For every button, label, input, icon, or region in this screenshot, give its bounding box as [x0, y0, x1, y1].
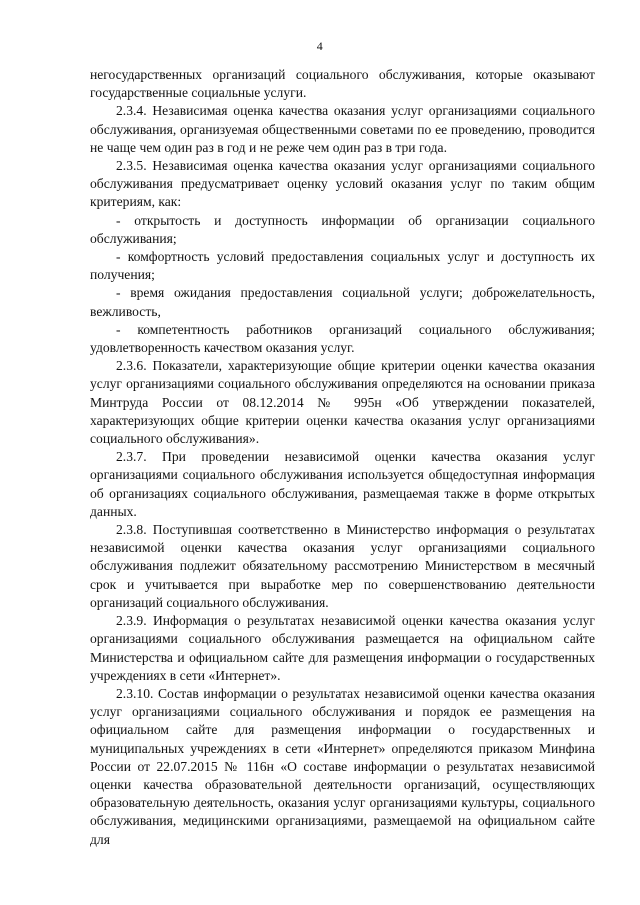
paragraph-2-3-4: 2.3.4. Независимая оценка качества оказания услуг организациями социального обслуживания, организуемая общественными советами по ее проведению, проводится не чаще чем один раз в год и не реже чем один раз в три года.: [90, 103, 595, 155]
paragraph-2-3-5: 2.3.5. Независимая оценка качества оказания услуг организациями социального обслуживания предусматривает оценку условий оказания услуг по таким общим критериям, как:: [90, 158, 595, 210]
criteria-item-waiting-time: - время ожидания предоставления социальной услуги; доброжелательность, вежливость,: [90, 285, 595, 319]
paragraph-2-3-7: 2.3.7. При проведении независимой оценки качества оказания услуг организациями социального обслуживания используется общедоступная информация об организациях социального обслуживания, размещаемая также в форме открытых данных.: [90, 449, 595, 519]
paragraph-2-3-9: 2.3.9. Информация о результатах независимой оценки качества оказания услуг организациями социального обслуживания размещается на официальном сайте Министерства и официальном сайте для размещения информации о государственных учреждениях в сети «Интернет».: [90, 613, 595, 683]
criteria-item-openness: - открытость и доступность информации об организации социального обслуживания;: [90, 212, 595, 246]
paragraph-2-3-6: 2.3.6. Показатели, характеризующие общие критерии оценки качества оказания услуг организациями социального обслуживания определяются на основании приказа Минтруда России от 08.12.2014 № 995н «Об утверждении показателей, характеризующих общие критерии оценки качества оказания услуг организациями социального обслуживания».: [90, 358, 595, 447]
paragraph-continuation: негосударственных организаций социального обслуживания, которые оказывают государственные социальные услуги.: [90, 67, 595, 101]
paragraph-2-3-8: 2.3.8. Поступившая соответственно в Министерство информация о результатах независимой оценки качества оказания услуг организациями социального обслуживания подлежит обязательному рассмотрению Министерством в месячный срок и учитывается при выработке мер по совершенствованию деятельности организаций социального обслуживания.: [90, 522, 595, 610]
criteria-item-comfort: - комфортность условий предоставления социальных услуг и доступность их получения;: [90, 249, 595, 283]
criteria-item-competence: - компетентность работников организаций социального обслуживания; удовлетворенность качеством оказания услуг.: [90, 321, 595, 356]
body-text: [90, 66, 595, 849]
paragraph-2-3-10: 2.3.10. Состав информации о результатах независимой оценки качества оказания услуг организациями социального обслуживания и порядок ее размещения на официальном сайте для размещения информации о государственных и муниципальных учреждениях в сети «Интернет» определяются приказом Минфина России от 22.07.2015 № 116н «О составе информации о результатах независимой оценки качества образовательной деятельности организаций, осуществляющих образовательную деятельность, оказания услуг организациями культуры, социального обслуживания, медицинскими организациями, размещаемой на официальном сайте для: [90, 685, 595, 847]
page-number: 4: [316, 39, 324, 53]
